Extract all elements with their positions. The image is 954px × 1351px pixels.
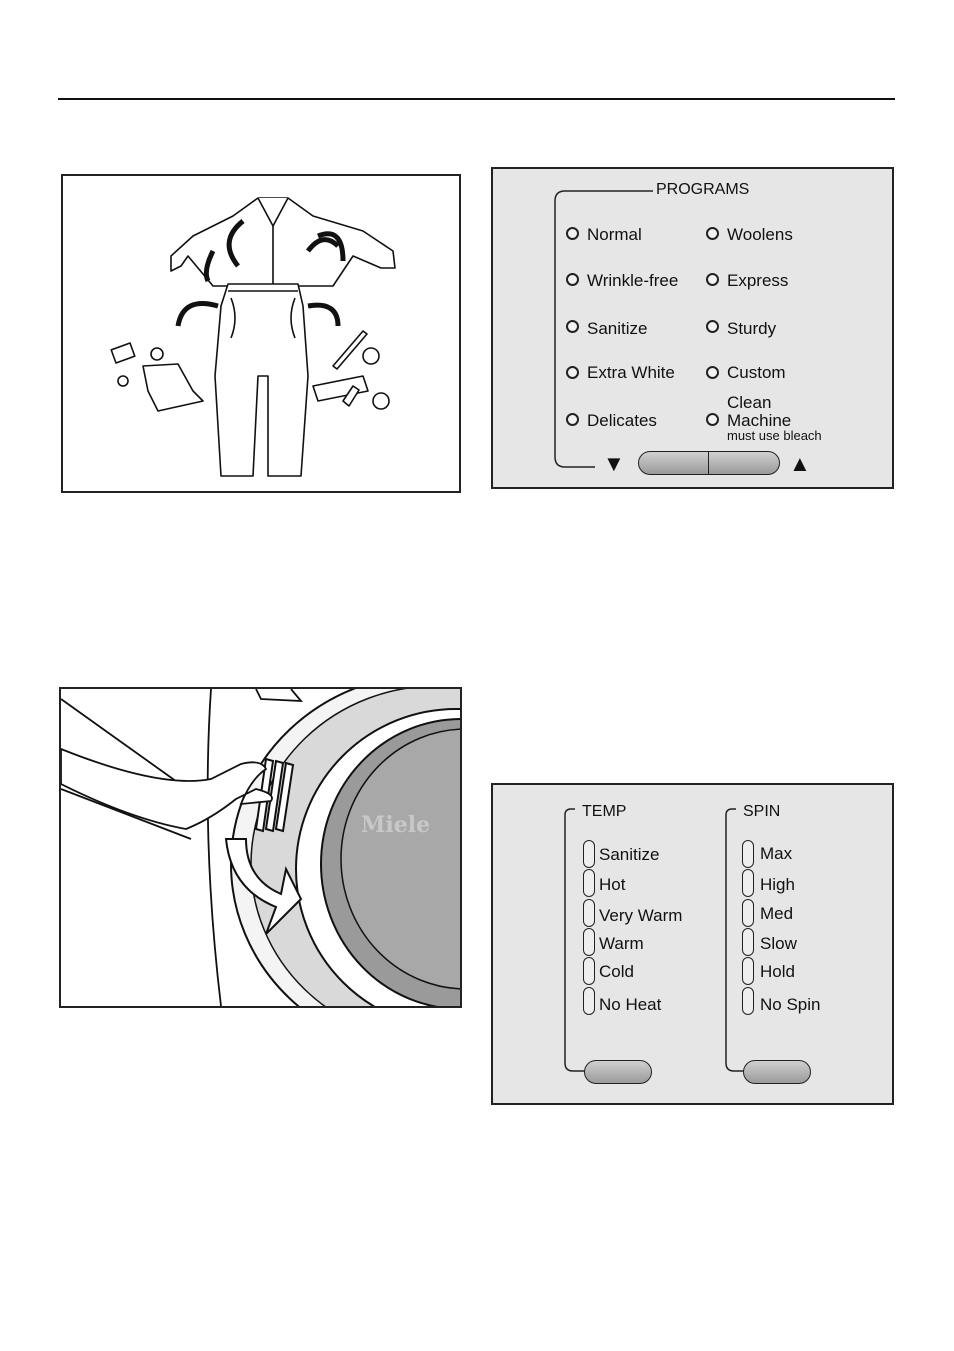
program-label-sturdy: Sturdy [727, 319, 777, 338]
program-label-custom: Custom [727, 363, 786, 382]
spin-label-slow: Slow [760, 934, 797, 953]
program-note-bleach: must use bleach [727, 428, 822, 443]
empty-pockets-illustration-icon [63, 176, 459, 491]
spin-label-hold: Hold [760, 962, 795, 981]
spin-led-hold [742, 957, 754, 985]
temp-led-warm [583, 928, 595, 956]
temp-label-warm: Warm [599, 934, 644, 953]
spin-button[interactable] [743, 1060, 811, 1084]
program-radio-delicates[interactable] [566, 413, 579, 426]
program-label-express: Express [727, 271, 789, 290]
temp-led-sanitize [583, 840, 595, 868]
programs-heading: PROGRAMS [653, 181, 752, 199]
spin-led-med [742, 899, 754, 927]
temp-led-cold [583, 957, 595, 985]
program-down-arrow-icon[interactable]: ▼ [603, 451, 625, 476]
program-label-wrinkle-free: Wrinkle-free [587, 271, 679, 290]
temp-spin-panel [491, 783, 894, 1105]
program-radio-clean-machine[interactable] [706, 413, 719, 426]
spin-heading: SPIN [740, 803, 783, 821]
temp-label-very-warm: Very Warm [599, 906, 683, 925]
empty-pockets-figure [61, 174, 461, 493]
program-label-normal: Normal [587, 225, 642, 244]
program-radio-custom[interactable] [706, 366, 719, 379]
temp-label-cold: Cold [599, 962, 634, 981]
header-rule [58, 98, 895, 100]
temp-led-no-heat [583, 987, 595, 1015]
program-radio-sanitize[interactable] [566, 320, 579, 333]
program-label-extra-white: Extra White [587, 363, 675, 382]
temp-led-very-warm [583, 899, 595, 927]
spin-led-high [742, 869, 754, 897]
program-label-clean: Clean [727, 393, 772, 412]
program-label-delicates: Delicates [587, 411, 657, 430]
program-selector-right-button[interactable] [708, 451, 780, 475]
program-radio-wrinkle-free[interactable] [566, 273, 579, 286]
spin-label-max: Max [760, 844, 793, 863]
program-selector-left-button[interactable] [638, 451, 709, 475]
program-label-woolens: Woolens [727, 225, 793, 244]
temp-button[interactable] [584, 1060, 652, 1084]
open-door-illustration-icon [61, 689, 460, 1006]
spin-led-no-spin [742, 987, 754, 1015]
temp-label-hot: Hot [599, 875, 626, 894]
spin-label-no-spin: No Spin [760, 995, 821, 1014]
temp-heading: TEMP [579, 803, 629, 821]
program-radio-extra-white[interactable] [566, 366, 579, 379]
program-up-arrow-icon[interactable]: ▲ [789, 451, 811, 476]
temp-label-sanitize: Sanitize [599, 845, 660, 864]
spin-led-max [742, 840, 754, 868]
temp-label-no-heat: No Heat [599, 995, 662, 1014]
open-door-figure [59, 687, 462, 1008]
temp-led-hot [583, 869, 595, 897]
program-radio-woolens[interactable] [706, 227, 719, 240]
program-radio-normal[interactable] [566, 227, 579, 240]
program-label-machine: Machine [727, 411, 792, 430]
spin-label-med: Med [760, 904, 794, 923]
programs-panel [491, 167, 894, 489]
spin-label-high: High [760, 875, 795, 894]
spin-led-slow [742, 928, 754, 956]
miele-logo: Miele [361, 812, 431, 838]
program-radio-sturdy[interactable] [706, 320, 719, 333]
program-radio-express[interactable] [706, 273, 719, 286]
program-label-sanitize: Sanitize [587, 319, 648, 338]
